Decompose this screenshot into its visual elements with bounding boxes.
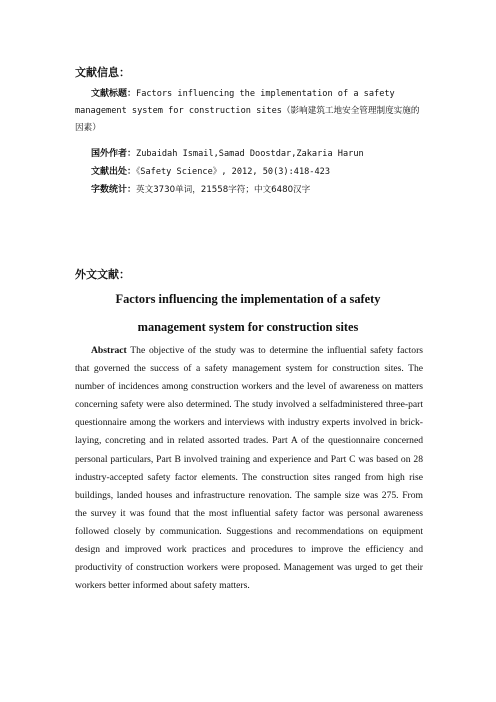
meta-title [75,86,423,137]
meta-wordcount [75,182,423,199]
abstract-paragraph [75,342,423,595]
authors-label: 国外作者： [91,149,137,159]
meta-authors [75,146,423,163]
title-value: Factors influencing the implementation of a safety management system for construction sites（影响建筑工地安全管理制度实施的因素） [75,89,420,133]
authors-value: Zubaidah Ismail,Samad Doostdar,Zakaria Harun [136,149,364,159]
source-label: 文献出处： [91,167,137,177]
title-label: 文献标题： [91,89,137,99]
info-heading: 文献信息： [75,66,130,79]
wordcount-label: 字数统计： [91,185,137,195]
meta-source [75,164,423,181]
abstract-label: Abstract [91,345,127,356]
foreign-heading: 外文文献： [75,268,130,281]
wordcount-value: 英文3730单词，21558字符；中文6480汉字 [136,185,311,195]
paper-title-line-1: Factors influencing the implementation of a safety [115,292,381,306]
abstract-body: The objective of the study was to determine the influential safety factors that governed the success of a safety management system for construction sites. The number of incidences among construction workers and the level of awareness on matters concerning safety were also determined. The study involved a selfadministered three-part questionnaire among the workers and interviews with industry experts involved in brick-laying, concreting and in related assorted trades. Part A of the questionnaire concerned personal particulars, Part B involved training and experience and Part C was based on 28 industry-accepted safety factor elements. The construction sites ranged from high rise buildings, landed houses and infrastructure renovation. The sample size was 275. From the survey it was found that the most influential safety factor was personal awareness followed closely by communication. Suggestions and recommendations on equipment design and improved work practices and procedures to improve the efficiency and productivity of construction workers were proposed. Management was urged to get their workers better informed about safety matters. [75,345,423,592]
paper-title-line-2: management system for construction sites [137,320,359,334]
source-value: 《Safety Science》, 2012, 50(3):418-423 [136,167,330,177]
